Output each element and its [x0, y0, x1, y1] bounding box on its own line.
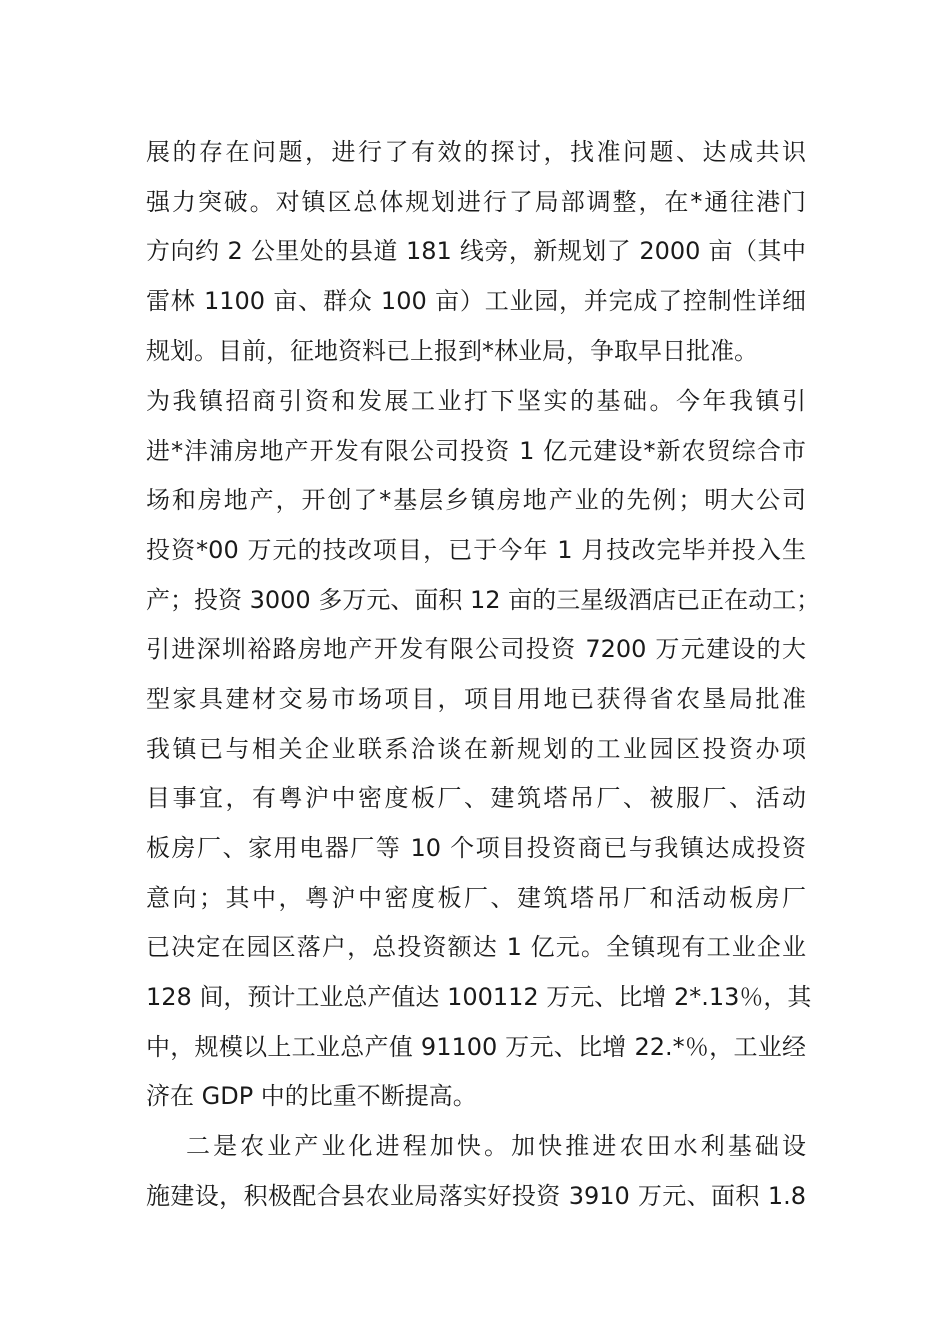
- text-line: 方向约 2 公里处的县道 181 线旁，新规划了 2000 亩（其中: [146, 237, 806, 265]
- text-line: 引进深圳裕路房地产开发有限公司投资 7200 万元建设的大: [146, 635, 806, 663]
- text-line: 已决定在园区落户，总投资额达 1 亿元。全镇现有工业企业: [146, 933, 806, 961]
- text-line: 意向；其中，粤沪中密度板厂、建筑塔吊厂和活动板房厂: [146, 884, 806, 912]
- text-line: 济在 GDP 中的比重不断提高。: [146, 1082, 477, 1110]
- text-line: 施建设，积极配合县农业局落实好投资 3910 万元、面积 1.8: [146, 1182, 806, 1210]
- text-line: 型家具建材交易市场项目，项目用地已获得省农垦局批准: [146, 685, 806, 713]
- text-line: 产；投资 3000 多万元、面积 12 亩的三星级酒店已正在动工；: [146, 586, 821, 614]
- text-line: 规划。目前，征地资料已上报到*林业局，争取早日批准。: [146, 337, 758, 365]
- text-line: 我镇已与相关企业联系洽谈在新规划的工业园区投资办项: [146, 735, 806, 763]
- text-line: 展的存在问题，进行了有效的探讨，找准问题、达成共识: [146, 138, 806, 166]
- text-line: 场和房地产，开创了*基层乡镇房地产业的先例；明大公司: [146, 486, 806, 514]
- text-line: 128 间，预计工业总产值达 100112 万元、比增 2*.13％，其: [146, 983, 812, 1011]
- text-line: 目事宜，有粤沪中密度板厂、建筑塔吊厂、被服厂、活动: [146, 784, 806, 812]
- text-line: 进*沣浦房地产开发有限公司投资 1 亿元建设*新农贸综合市: [146, 437, 806, 465]
- text-line: 中，规模以上工业总产值 91100 万元、比增 22.*％，工业经: [146, 1033, 806, 1061]
- text-line: 雷林 1100 亩、群众 100 亩）工业园，并完成了控制性详细: [146, 287, 806, 315]
- text-line: 投资*00 万元的技改项目，已于今年 1 月技改完毕并投入生: [146, 536, 806, 564]
- text-line: 为我镇招商引资和发展工业打下坚实的基础。今年我镇引: [146, 387, 806, 415]
- paragraph-start-line: 二是农业产业化进程加快。加快推进农田水利基础设: [186, 1132, 806, 1160]
- text-line: 强力突破。对镇区总体规划进行了局部调整，在*通往港门: [146, 188, 806, 216]
- text-line: 板房厂、家用电器厂等 10 个项目投资商已与我镇达成投资: [146, 834, 806, 862]
